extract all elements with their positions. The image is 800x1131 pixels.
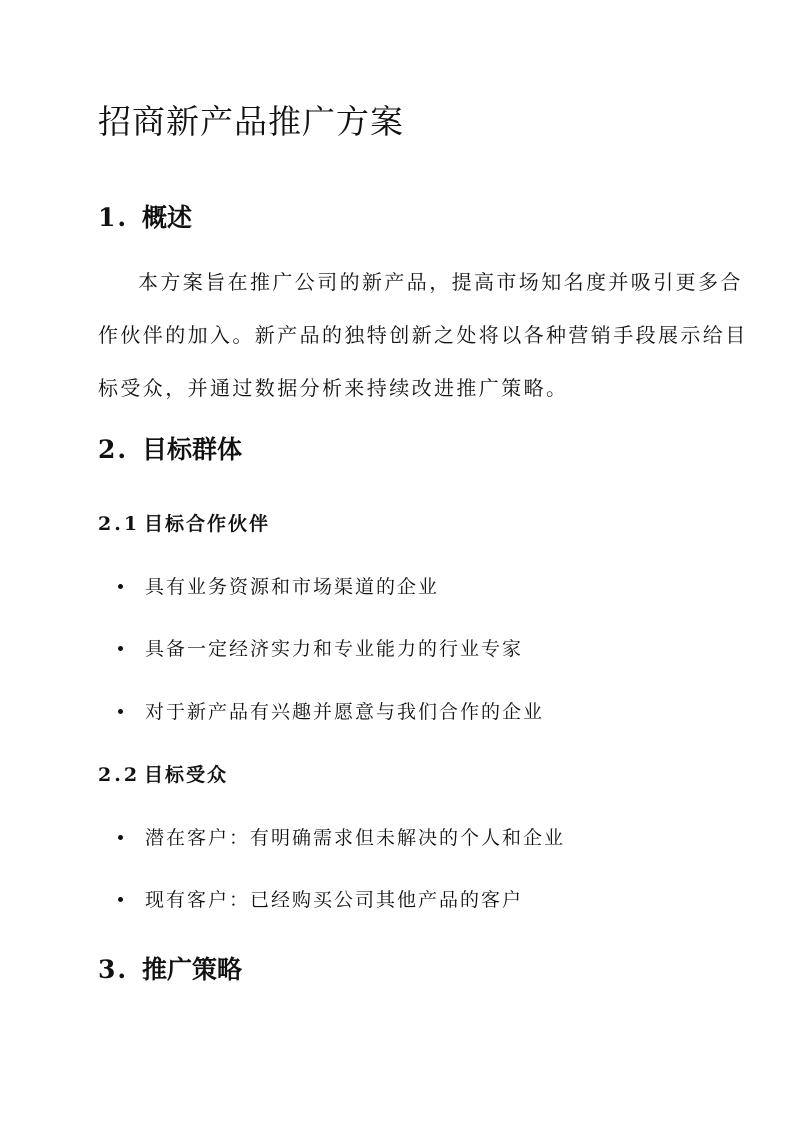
paragraph-line: 本方案旨在推广公司的新产品，提高市场知名度并吸引更多合 [138, 270, 743, 294]
list-item-text: 现有客户：已经购买公司其他产品的客户 [145, 889, 524, 911]
section-title: 推广策略 [142, 955, 243, 984]
section-number: 3. [98, 955, 129, 984]
bullet-icon [118, 897, 123, 902]
list-item [118, 697, 544, 724]
list-item-text: 具有业务资源和市场渠道的企业 [145, 576, 440, 598]
list-item [118, 634, 523, 661]
section-heading-overview [98, 198, 192, 234]
subsection-title: 目标受众 [144, 764, 229, 786]
bullet-icon [118, 584, 123, 589]
section-title: 目标群体 [142, 435, 243, 464]
section-heading-target-groups [98, 430, 242, 466]
bullet-icon [118, 709, 123, 714]
list-item [118, 885, 523, 912]
document-title: 招商新产品推广方案 [98, 102, 404, 141]
list-item-text: 潜在客户：有明确需求但未解决的个人和企业 [145, 827, 566, 849]
subsection-number: 2.1 [98, 513, 141, 535]
section-number: 1. [98, 203, 129, 232]
subsection-number: 2.2 [98, 764, 141, 786]
list-item-text: 对于新产品有兴趣并愿意与我们合作的企业 [145, 701, 545, 723]
subsection-heading-partners [98, 509, 270, 536]
subsection-heading-audience [98, 760, 228, 787]
overview-paragraph [98, 256, 748, 415]
section-title: 概述 [142, 203, 193, 232]
bullet-icon [118, 646, 123, 651]
paragraph-line: 作伙伴的加入。新产品的独特创新之处将以各种营销手段展示给目 [98, 323, 748, 347]
subsection-title: 目标合作伙伴 [144, 513, 271, 535]
list-item [118, 823, 565, 850]
bullet-icon [118, 835, 123, 840]
section-heading-strategy [98, 950, 242, 986]
paragraph-line: 标受众，并通过数据分析来持续改进推广策略。 [98, 376, 569, 400]
list-item-text: 具备一定经济实力和专业能力的行业专家 [145, 638, 524, 660]
list-item [118, 572, 439, 599]
section-number: 2. [98, 435, 129, 464]
